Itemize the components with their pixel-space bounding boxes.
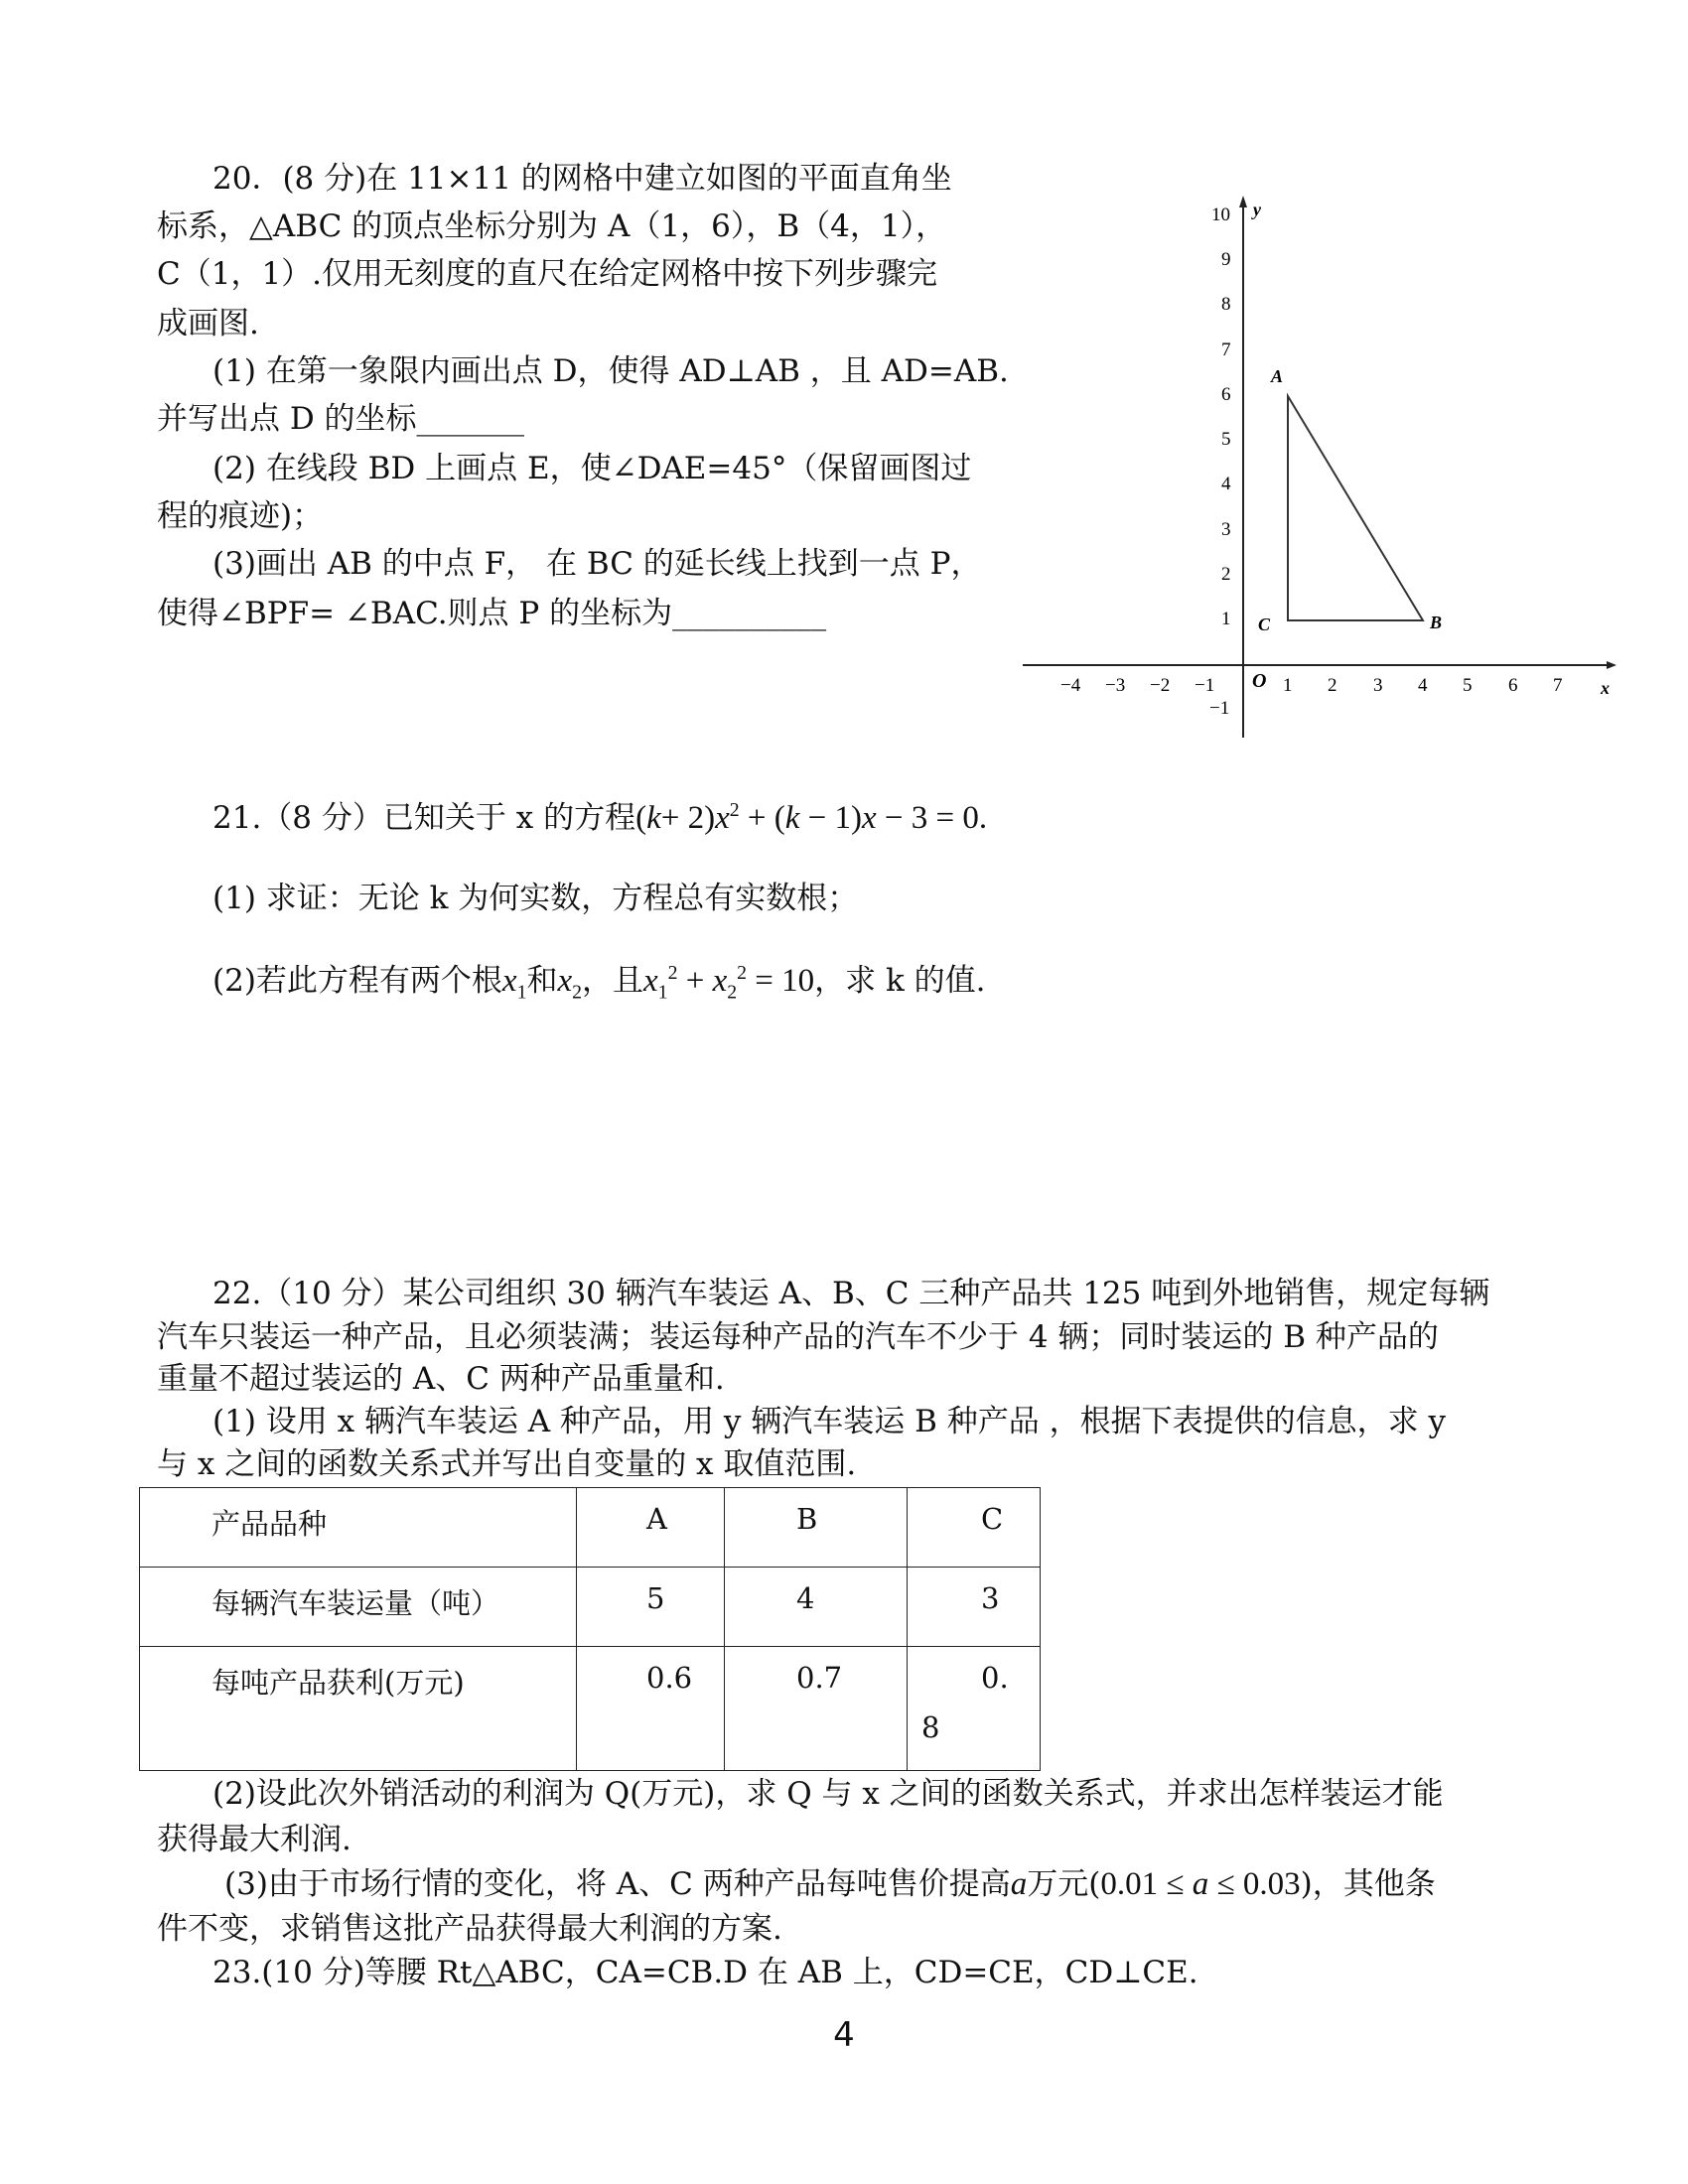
- y-tick-label: 5: [1221, 429, 1231, 450]
- q20-line-4: 成画图.: [157, 306, 259, 341]
- table-cell: [908, 1647, 1041, 1771]
- table-cell: [725, 1568, 908, 1647]
- x-tick-label: 5: [1463, 675, 1473, 696]
- y-tick-label: 7: [1221, 340, 1231, 360]
- x-tick-label: −1: [1195, 675, 1215, 696]
- x-tick-label: 4: [1418, 675, 1428, 696]
- page-number: 4: [833, 2015, 855, 2055]
- table-cell: [577, 1647, 725, 1771]
- y-tick-label: 8: [1221, 294, 1231, 315]
- q22-line-4: (1) 设用 x 辆汽车装运 A 种产品，用 y 辆汽车装运 B 种产品 ，根据下表提供的信息，求 y: [212, 1404, 1446, 1439]
- triangle-abc: [1288, 396, 1423, 620]
- header-product: 产品品种: [211, 1507, 328, 1541]
- y-tick-label: 10: [1211, 205, 1230, 225]
- vertex-label-c: C: [1258, 614, 1271, 634]
- q21-and: 和: [526, 963, 558, 999]
- q21-root-sub2: 2: [572, 981, 583, 1004]
- q20-line-3: C（1，1）.仅用无刻度的直尺在给定网格中按下列步骤完: [157, 256, 938, 292]
- profit-c-part2: 8: [921, 1710, 940, 1744]
- q22-part2-line-1: (2)设此次外销活动的利润为 Q(万元)，求 Q 与 x 之间的函数关系式，并求出怎样装运才能: [212, 1776, 1444, 1812]
- profit-a: 0.6: [646, 1661, 693, 1695]
- q21-sq-sub2: 2: [727, 981, 738, 1004]
- x-tick-label: −4: [1060, 675, 1081, 696]
- profit-c-part1: 0.: [981, 1661, 1009, 1695]
- table-cell: [577, 1488, 725, 1568]
- q22-part3-b: 万元(: [1027, 1866, 1101, 1902]
- table-cell: [140, 1647, 577, 1771]
- y-axis-label: y: [1253, 200, 1261, 219]
- profit-b: 0.7: [796, 1661, 843, 1695]
- coordinate-graph: [1023, 194, 1618, 750]
- q21-part2: [212, 962, 986, 1004]
- table-cell: [725, 1488, 908, 1568]
- vertex-label-b: B: [1430, 613, 1443, 632]
- q21-part1: (1) 求证：无论 k 为何实数，方程总有实数根；: [212, 881, 859, 916]
- table-cell: [908, 1568, 1041, 1647]
- q21-eq-tail: − 3 = 0.: [876, 800, 988, 836]
- x-tick-label: 2: [1328, 675, 1337, 696]
- q21-root-x2: x: [557, 963, 573, 999]
- y-tick-label: 9: [1221, 249, 1231, 270]
- table-cell: [725, 1647, 908, 1771]
- q23-text: 23.(10 分)等腰 Rt△ABC，CA=CB.D 在 AB 上，CD=CE，CD⊥CE.: [212, 1955, 1198, 1990]
- q22-line-3: 重量不超过装运的 A、C 两种产品重量和.: [157, 1361, 725, 1397]
- q21-eq-x2: x: [862, 800, 877, 836]
- q22-range-right: ≤ 0.03: [1208, 1866, 1301, 1902]
- q22-range-var: a: [1192, 1866, 1209, 1902]
- q21-eq-square: 2: [729, 799, 740, 821]
- q22-line-2: 汽车只装运一种产品，且必须装满；装运每种产品的汽车不少于 4 辆；同时装运的 B 种产品的: [157, 1319, 1439, 1355]
- q20-line-7: (2) 在线段 BD 上画点 E，使∠DAE=45°（保留画图过: [212, 451, 972, 486]
- q21-intro: 21.（8 分）已知关于 x 的方程: [212, 800, 636, 836]
- x-tick-label: 7: [1553, 675, 1563, 696]
- vertex-label-a: A: [1271, 366, 1284, 386]
- q22-part3-c: )，其他条: [1300, 1866, 1436, 1902]
- product-table: [139, 1487, 1041, 1771]
- y-tick-label: 3: [1221, 519, 1231, 540]
- q21-eq-mid: + (: [739, 800, 785, 836]
- q22-part3-a: (3)由于市场行情的变化，将 A、C 两种产品每吨售价提高: [224, 1866, 1011, 1902]
- q22-line-1: 22.（10 分）某公司组织 30 辆汽车装运 A、B、C 三种产品共 125 吨到外地销售，规定每辆: [212, 1276, 1490, 1311]
- y-tick-label: −1: [1209, 698, 1230, 719]
- q21-sum-squares: $x_1^2 + x_2^2 = 10$: [643, 962, 815, 1004]
- x-tick-label: 6: [1508, 675, 1518, 696]
- table-cell: [140, 1488, 577, 1568]
- q21-statement: [212, 799, 988, 836]
- q20-line-9: (3)画出 AB 的中点 F， 在 BC 的延长线上找到一点 P，: [212, 546, 982, 582]
- header-b: B: [796, 1502, 818, 1536]
- y-tick-label: 6: [1221, 384, 1231, 405]
- q21-sq-pow1: 2: [667, 962, 678, 984]
- q22-range-left: 0.01 ≤: [1100, 1866, 1193, 1902]
- q22-part3-range: [1100, 1866, 1300, 1902]
- q22-part3-line-2: 件不变，求销售这批产品获得最大利润的方案.: [157, 1911, 782, 1947]
- row-profit-label: 每吨产品获利(万元): [211, 1666, 465, 1700]
- q21-eq-m1: − 1): [799, 800, 863, 836]
- x-tick-label: 3: [1373, 675, 1383, 696]
- q21-eq-p2: + 2): [660, 800, 716, 836]
- q21-sq-tail: = 10: [747, 963, 815, 999]
- q21-eq-k2: k: [784, 800, 800, 836]
- table-cell: [140, 1568, 577, 1647]
- q21-root-sub1: 1: [516, 981, 527, 1004]
- q22-part3-line-1: [224, 1868, 1436, 1901]
- q21-part2-text-c: ，求 k 的值.: [814, 963, 986, 999]
- q21-sq-pow2: 2: [737, 962, 748, 984]
- q22-line-5: 与 x 之间的函数关系式并写出自变量的 x 取值范围.: [157, 1446, 857, 1482]
- table-row: [140, 1568, 1041, 1647]
- capacity-c: 3: [981, 1581, 1000, 1615]
- q22-part2-line-2: 获得最大利润.: [157, 1822, 352, 1857]
- table-cell: [908, 1488, 1041, 1568]
- x-tick-label: −2: [1150, 675, 1171, 696]
- q20-line-5: (1) 在第一象限内画出点 D，使得 AD⊥AB ，且 AD=AB.: [212, 353, 1009, 389]
- q21-part2-text-a: (2)若此方程有两个根: [212, 963, 502, 999]
- y-axis-arrow: [1239, 196, 1247, 207]
- capacity-b: 4: [796, 1581, 815, 1615]
- q21-sq-sub1: 1: [657, 981, 668, 1004]
- q21-equation: $(k+ 2)x^2 + (k - 1)x - 3 = 0$.: [635, 799, 988, 836]
- q20-line-10: 使得∠BPF= ∠BAC.则点 P 的坐标为__________: [157, 596, 827, 631]
- y-tick-label: 4: [1221, 474, 1231, 494]
- table-row: [140, 1488, 1041, 1568]
- y-tick-label: 2: [1221, 564, 1231, 585]
- q20-line-2: 标系，△ABC 的顶点坐标分别为 A（1，6），B（4，1），: [157, 208, 947, 244]
- q21-eq-k1: k: [646, 800, 661, 836]
- q21-part2-text-b: ，且: [582, 963, 644, 999]
- capacity-a: 5: [646, 1581, 665, 1615]
- header-a: A: [646, 1502, 667, 1536]
- q21-sq-x2: x: [712, 963, 728, 999]
- q22-part3-var: a: [1010, 1866, 1028, 1902]
- header-c: C: [981, 1502, 1004, 1536]
- table-row: [140, 1647, 1041, 1771]
- q21-sq-x1: x: [643, 963, 658, 999]
- q20-line-1: 20．(8 分)在 11×11 的网格中建立如图的平面直角坐: [212, 161, 952, 197]
- origin-label: O: [1252, 670, 1267, 692]
- x-tick-label: 1: [1283, 675, 1293, 696]
- q20-line-6: 并写出点 D 的坐标_______: [157, 401, 525, 437]
- x-axis-arrow: [1607, 661, 1617, 669]
- row-capacity-label: 每辆汽车装运量（吨）: [211, 1586, 500, 1620]
- table-cell: [577, 1568, 725, 1647]
- x-axis-label: x: [1601, 678, 1610, 698]
- q21-eq-x1: x: [715, 800, 730, 836]
- x-tick-label: −3: [1105, 675, 1126, 696]
- y-tick-label: 1: [1221, 609, 1231, 629]
- q20-line-8: 程的痕迹)；: [157, 498, 324, 534]
- q21-root-x1: x: [501, 963, 517, 999]
